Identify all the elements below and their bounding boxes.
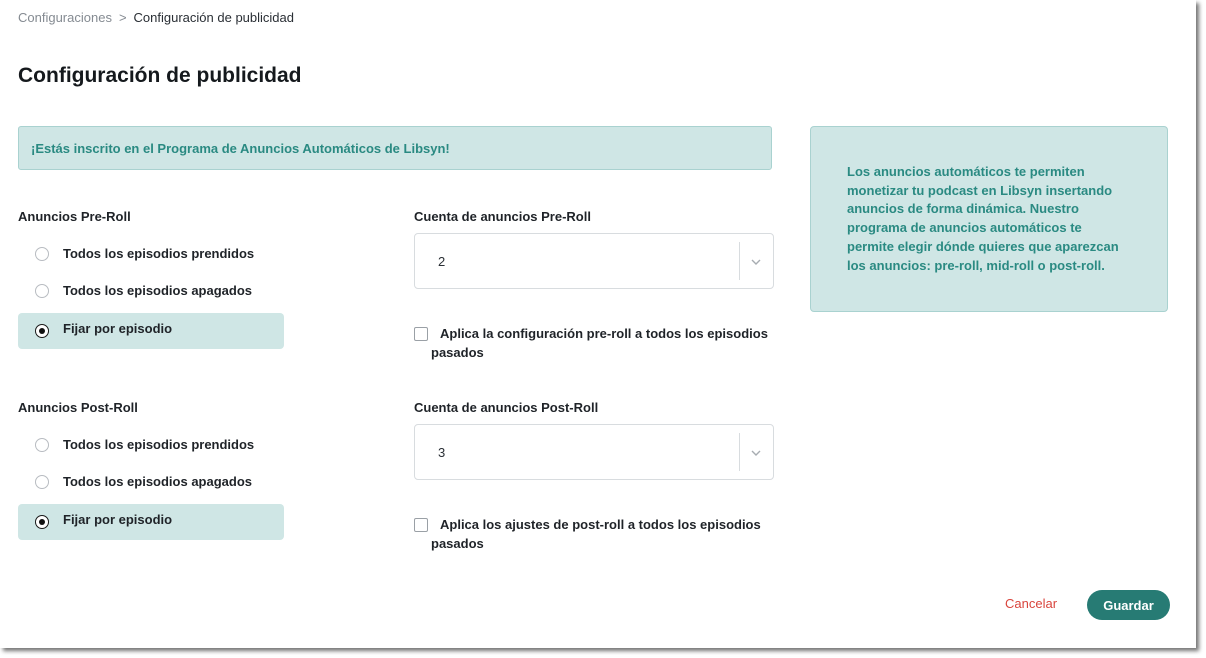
radio-button-selected[interactable] — [35, 324, 49, 338]
select-value: 3 — [438, 445, 446, 460]
checkbox[interactable] — [414, 518, 428, 532]
radio-label: Todos los episodios apagados — [63, 283, 253, 298]
breadcrumb — [18, 10, 294, 25]
postroll-count-label: Cuenta de anuncios Post-Roll — [414, 400, 599, 415]
radio-button[interactable] — [35, 438, 49, 452]
breadcrumb-current: Configuración de publicidad — [133, 10, 294, 25]
select-divider — [739, 433, 740, 471]
preroll-option-all-on[interactable] — [18, 236, 284, 272]
enrollment-banner: ¡Estás inscrito en el Programa de Anuncios Automáticos de Libsyn! — [18, 126, 772, 170]
select-divider — [739, 242, 740, 280]
postroll-option-all-on[interactable] — [18, 427, 284, 463]
radio-button[interactable] — [35, 475, 49, 489]
preroll-count-select[interactable] — [414, 233, 774, 289]
checkbox[interactable] — [414, 327, 428, 341]
radio-button[interactable] — [35, 247, 49, 261]
radio-label: Todos los episodios prendidos — [63, 437, 255, 452]
preroll-option-all-off[interactable] — [18, 273, 284, 309]
info-panel: Los anuncios automáticos te permiten monetizar tu podcast en Libsyn insertando anuncios de forma dinámica. Nuestro programa de anuncios automáticos te permite elegir dónde quieres que aparezcan los anuncios: pre-roll, mid-roll o post-roll. — [810, 126, 1168, 312]
chevron-down-icon[interactable] — [749, 255, 763, 269]
postroll-option-per-episode[interactable] — [18, 504, 284, 540]
postroll-option-all-off[interactable] — [18, 464, 284, 500]
breadcrumb-separator: > — [118, 10, 127, 25]
radio-label: Fijar por episodio — [63, 512, 173, 527]
preroll-section-label: Anuncios Pre-Roll — [18, 209, 131, 224]
checkbox-label: Aplica la configuración pre-roll a todos los episodios pasados — [431, 326, 768, 360]
radio-label: Todos los episodios prendidos — [63, 246, 255, 261]
preroll-option-per-episode[interactable] — [18, 313, 284, 349]
page-title: Configuración de publicidad — [18, 64, 302, 87]
select-value: 2 — [438, 254, 446, 269]
preroll-apply-all-checkbox[interactable] — [414, 324, 774, 362]
save-button[interactable]: Guardar — [1087, 590, 1170, 620]
checkbox-label: Aplica los ajustes de post-roll a todos los episodios pasados — [431, 517, 761, 551]
postroll-apply-all-checkbox[interactable] — [414, 515, 774, 553]
radio-label: Fijar por episodio — [63, 321, 173, 336]
postroll-count-select[interactable] — [414, 424, 774, 480]
preroll-count-label: Cuenta de anuncios Pre-Roll — [414, 209, 591, 224]
chevron-down-icon[interactable] — [749, 446, 763, 460]
radio-label: Todos los episodios apagados — [63, 474, 253, 489]
postroll-section-label: Anuncios Post-Roll — [18, 400, 138, 415]
breadcrumb-link-configuraciones[interactable]: Configuraciones — [18, 10, 112, 25]
cancel-button[interactable]: Cancelar — [1000, 592, 1062, 615]
radio-button-selected[interactable] — [35, 515, 49, 529]
radio-button[interactable] — [35, 284, 49, 298]
